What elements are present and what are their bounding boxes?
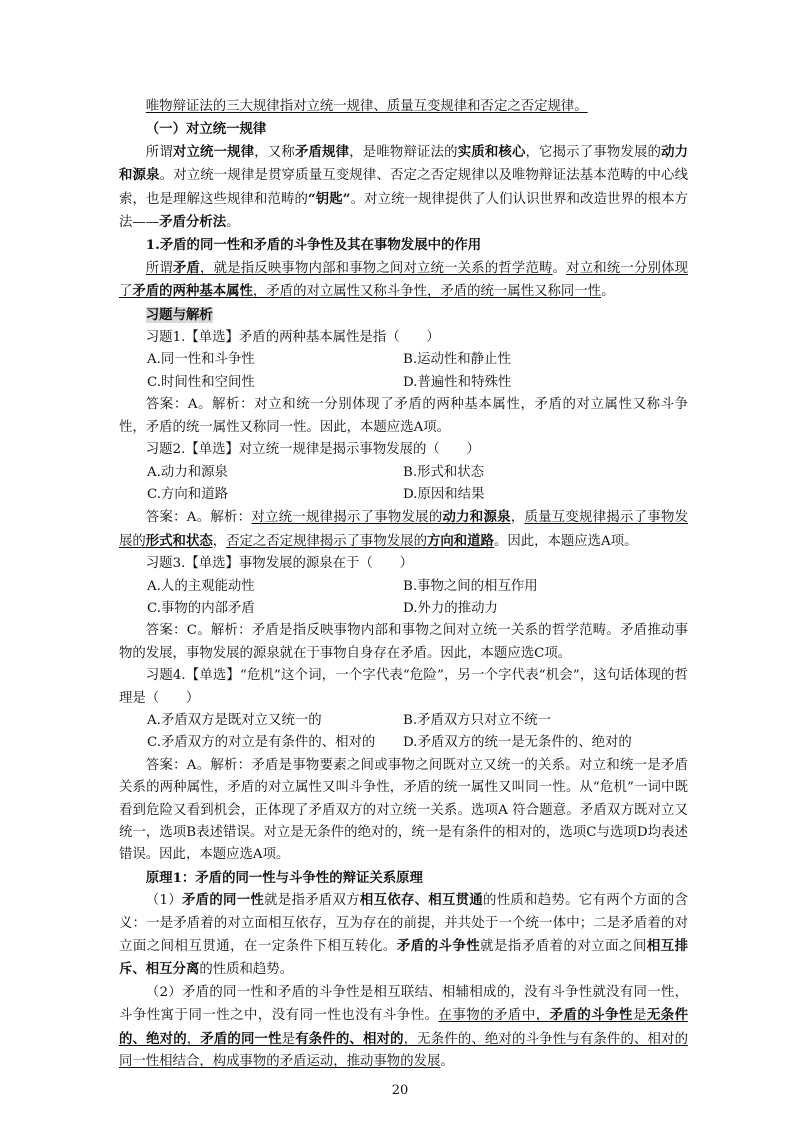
- text: 就是指矛盾着的对立面之间: [480, 939, 647, 955]
- intro-text: 唯物辩证法的三大规律指对立统一规律、质量互变规律和否定之否定规律。: [145, 99, 588, 114]
- underlined-text: 所谓: [145, 260, 173, 276]
- bold-term: 无条件的、绝对的: [119, 1007, 689, 1047]
- question-3-answer: 答案：C。解析：矛盾是指反映事物内部和事物之间对立统一关系的哲学范畴。矛盾推动事物的发展，事物发展的源泉就在于事物自身存在矛盾。因此，本题应选C项。: [119, 623, 688, 661]
- question-4-options: [119, 710, 688, 755]
- bold-term: 方向和道路: [426, 532, 494, 549]
- bold-term: 矛盾分析法: [159, 214, 227, 231]
- option-c: C.方向和道路: [147, 486, 228, 502]
- option-c: C.矛盾双方的对立是有条件的、相对的: [147, 735, 376, 751]
- subheading-1: 1.矛盾的同一性和矛盾的斗争性及其在事物发展中的作用: [145, 237, 482, 254]
- underlined-text: ，就是指反映事物内部和事物之间对立统一关系的哲学范畴: [200, 260, 553, 276]
- question-2-options: [119, 462, 688, 507]
- option-c: C.时间性和空间性: [147, 374, 255, 390]
- text: （1）: [145, 893, 182, 909]
- text: ，又称: [254, 144, 295, 160]
- text: 。: [226, 215, 240, 231]
- section-title: （一）对立统一规律: [145, 121, 267, 138]
- text: 。: [440, 1054, 454, 1070]
- bold-term: 形式和状态: [145, 532, 213, 549]
- question-4-stem: 习题4.【单选】“危机”这个词，一个字代表“危险”，另一个字代表“机会”，这句话体现的哲理是（ ）: [119, 668, 688, 706]
- principle-paragraph-1: [119, 889, 688, 982]
- option-b: B.矛盾双方只对立不统一: [403, 712, 552, 728]
- underlined-text: 对立统一规律揭示了事物发展的: [251, 510, 443, 526]
- option-a: A.同一性和斗争性: [147, 352, 255, 368]
- text: 。: [552, 260, 567, 276]
- option-a: A.人的主观能动性: [147, 578, 255, 594]
- bold-term: 相互排斥、相互分离: [119, 938, 689, 978]
- text: 。因此，本题应选A项。: [493, 533, 638, 549]
- question-1-answer: 答案：A。解析：对立和统一分别体现了矛盾的两种基本属性，矛盾的对立属性又称斗争性，矛盾的统一属性又称同一性。因此，本题应选A项。: [119, 397, 688, 435]
- bold-term: 矛盾的斗争性: [396, 938, 481, 955]
- exercise-heading: [119, 304, 688, 327]
- bold-term: 对立统一规律: [172, 143, 255, 160]
- bold-term: 矛盾: [172, 259, 201, 276]
- question-2-stem: 习题2.【单选】对立统一规律是揭示事物发展的（ ）: [145, 442, 480, 458]
- option-a: A.动力和源泉: [147, 464, 228, 480]
- question-1-stem: 习题1.【单选】矛盾的两种基本属性是指（ ）: [145, 330, 440, 346]
- underlined-text: 在事物的矛盾中，: [438, 1008, 550, 1024]
- underlined-text: 是: [281, 1031, 296, 1047]
- exercise-heading-label: 习题与解析: [145, 306, 213, 323]
- underlined-text: ，矛盾的对立属性又称斗争性，矛盾的统一属性又称同一性: [252, 284, 602, 300]
- option-d: D.矛盾双方的统一是无条件的、绝对的: [403, 735, 632, 751]
- text: 就是指矛盾双方: [264, 893, 360, 909]
- bold-term: “钥匙”: [308, 190, 351, 207]
- bold-term: 有条件的、相对的: [295, 1030, 404, 1047]
- option-b: B.事物之间的相互作用: [403, 578, 538, 594]
- law-definition-paragraph: [119, 141, 688, 235]
- option-d: D.原因和结果: [403, 486, 485, 502]
- text: 。: [601, 284, 615, 300]
- underlined-text: 是: [632, 1008, 647, 1024]
- option-b: B.运动性和静止性: [403, 352, 511, 368]
- bold-term: 矛盾的两种基本属性: [132, 283, 253, 300]
- text: 。对立统一规律提供了人们认识世界和改造世界的根本方法——: [119, 191, 689, 231]
- question-4-answer: 答案：A。解析：矛盾是事物要素之间或事物之间既对立又统一的关系。对立和统一是矛盾关系的两种属性，矛盾的对立属性又叫斗争性，矛盾的统一属性又叫同一性。从“危机”一词中既看到危险又看到机会，正体现了矛盾双方的对立统一关系。选项A 符合题意。矛盾双方既对立又统一，选项B表述错误。对立是无条件的绝对的，统一是有条件的相对的，选项C与选项D均表述错误。因此，本题应选A项。: [119, 757, 688, 863]
- option-b: B.形式和状态: [403, 464, 485, 480]
- bold-term: 实质和核心: [457, 143, 526, 160]
- text: 。对立统一规律是贯穿质量互变规律、否定之否定规律以及唯物辩证法基本范畴的中心线索，也是理解这些规律和范畴的: [119, 168, 688, 207]
- text: 的性质和趋势。它有两个方面的含义：一是矛盾着的对立面相互依存，互为存在的前提，并共处于一个统一体中；二是矛盾着的对立面之间相互贯通，在一定条件下相互转化。: [119, 893, 689, 955]
- text: 的性质和趋势。: [199, 962, 294, 978]
- question-2-answer: [119, 506, 688, 553]
- bold-term: 矛盾的同一性: [181, 892, 265, 909]
- underlined-text: 质量互变规律揭示了事物发展的: [119, 510, 689, 549]
- bold-term: 矛盾的斗争性: [549, 1007, 633, 1024]
- option-d: D.外力的推动力: [403, 600, 498, 616]
- principle-heading: 原理1：矛盾的同一性与斗争性的辩证关系原理: [145, 869, 423, 886]
- option-c: C.事物的内部矛盾: [147, 600, 255, 616]
- text: ，: [510, 510, 525, 526]
- bold-term: 矛盾的同一性: [200, 1030, 282, 1047]
- question-1-options: [119, 349, 688, 394]
- underlined-text: ，: [186, 1031, 201, 1047]
- contradiction-definition-paragraph: [119, 257, 688, 304]
- text: ，: [212, 533, 227, 549]
- text: 答案：A。解析：: [145, 510, 252, 526]
- option-d: D.普遍性和特殊性: [403, 374, 512, 390]
- underlined-text: ，无条件的、绝对的斗争性与有条件的、相对的同一性相结合，构成事物的矛盾运动，推动事物的发展: [119, 1031, 689, 1070]
- bold-term: 动力和源泉: [119, 143, 689, 184]
- question-3-options: [119, 576, 688, 621]
- bold-term: 矛盾规律: [294, 143, 350, 160]
- question-3-stem: 习题3.【单选】事物发展的源泉在于（ ）: [145, 556, 413, 572]
- text: ，是唯物辩证法的: [349, 144, 458, 160]
- page-number: 20: [391, 1083, 409, 1098]
- text: ，它揭示了事物发展的: [525, 144, 662, 160]
- option-a: A.矛盾双方是既对立又统一的: [147, 712, 322, 728]
- bold-term: 动力和源泉: [442, 509, 511, 526]
- bold-term: 相互依存、相互贯通: [359, 892, 484, 909]
- underlined-text: 对立和统一分别体现了: [119, 260, 689, 300]
- text: 所谓: [145, 144, 173, 160]
- principle-paragraph-2: [119, 982, 688, 1074]
- underlined-text: 否定之否定规律揭示了事物发展的: [226, 533, 427, 549]
- intro-paragraph: [119, 96, 688, 118]
- text: （2）矛盾的同一性和矛盾的斗争性是相互联结、相辅相成的，没有斗争性就没有同一性，斗争性寓于同一性之中，没有同一性也没有斗争性。: [119, 984, 688, 1024]
